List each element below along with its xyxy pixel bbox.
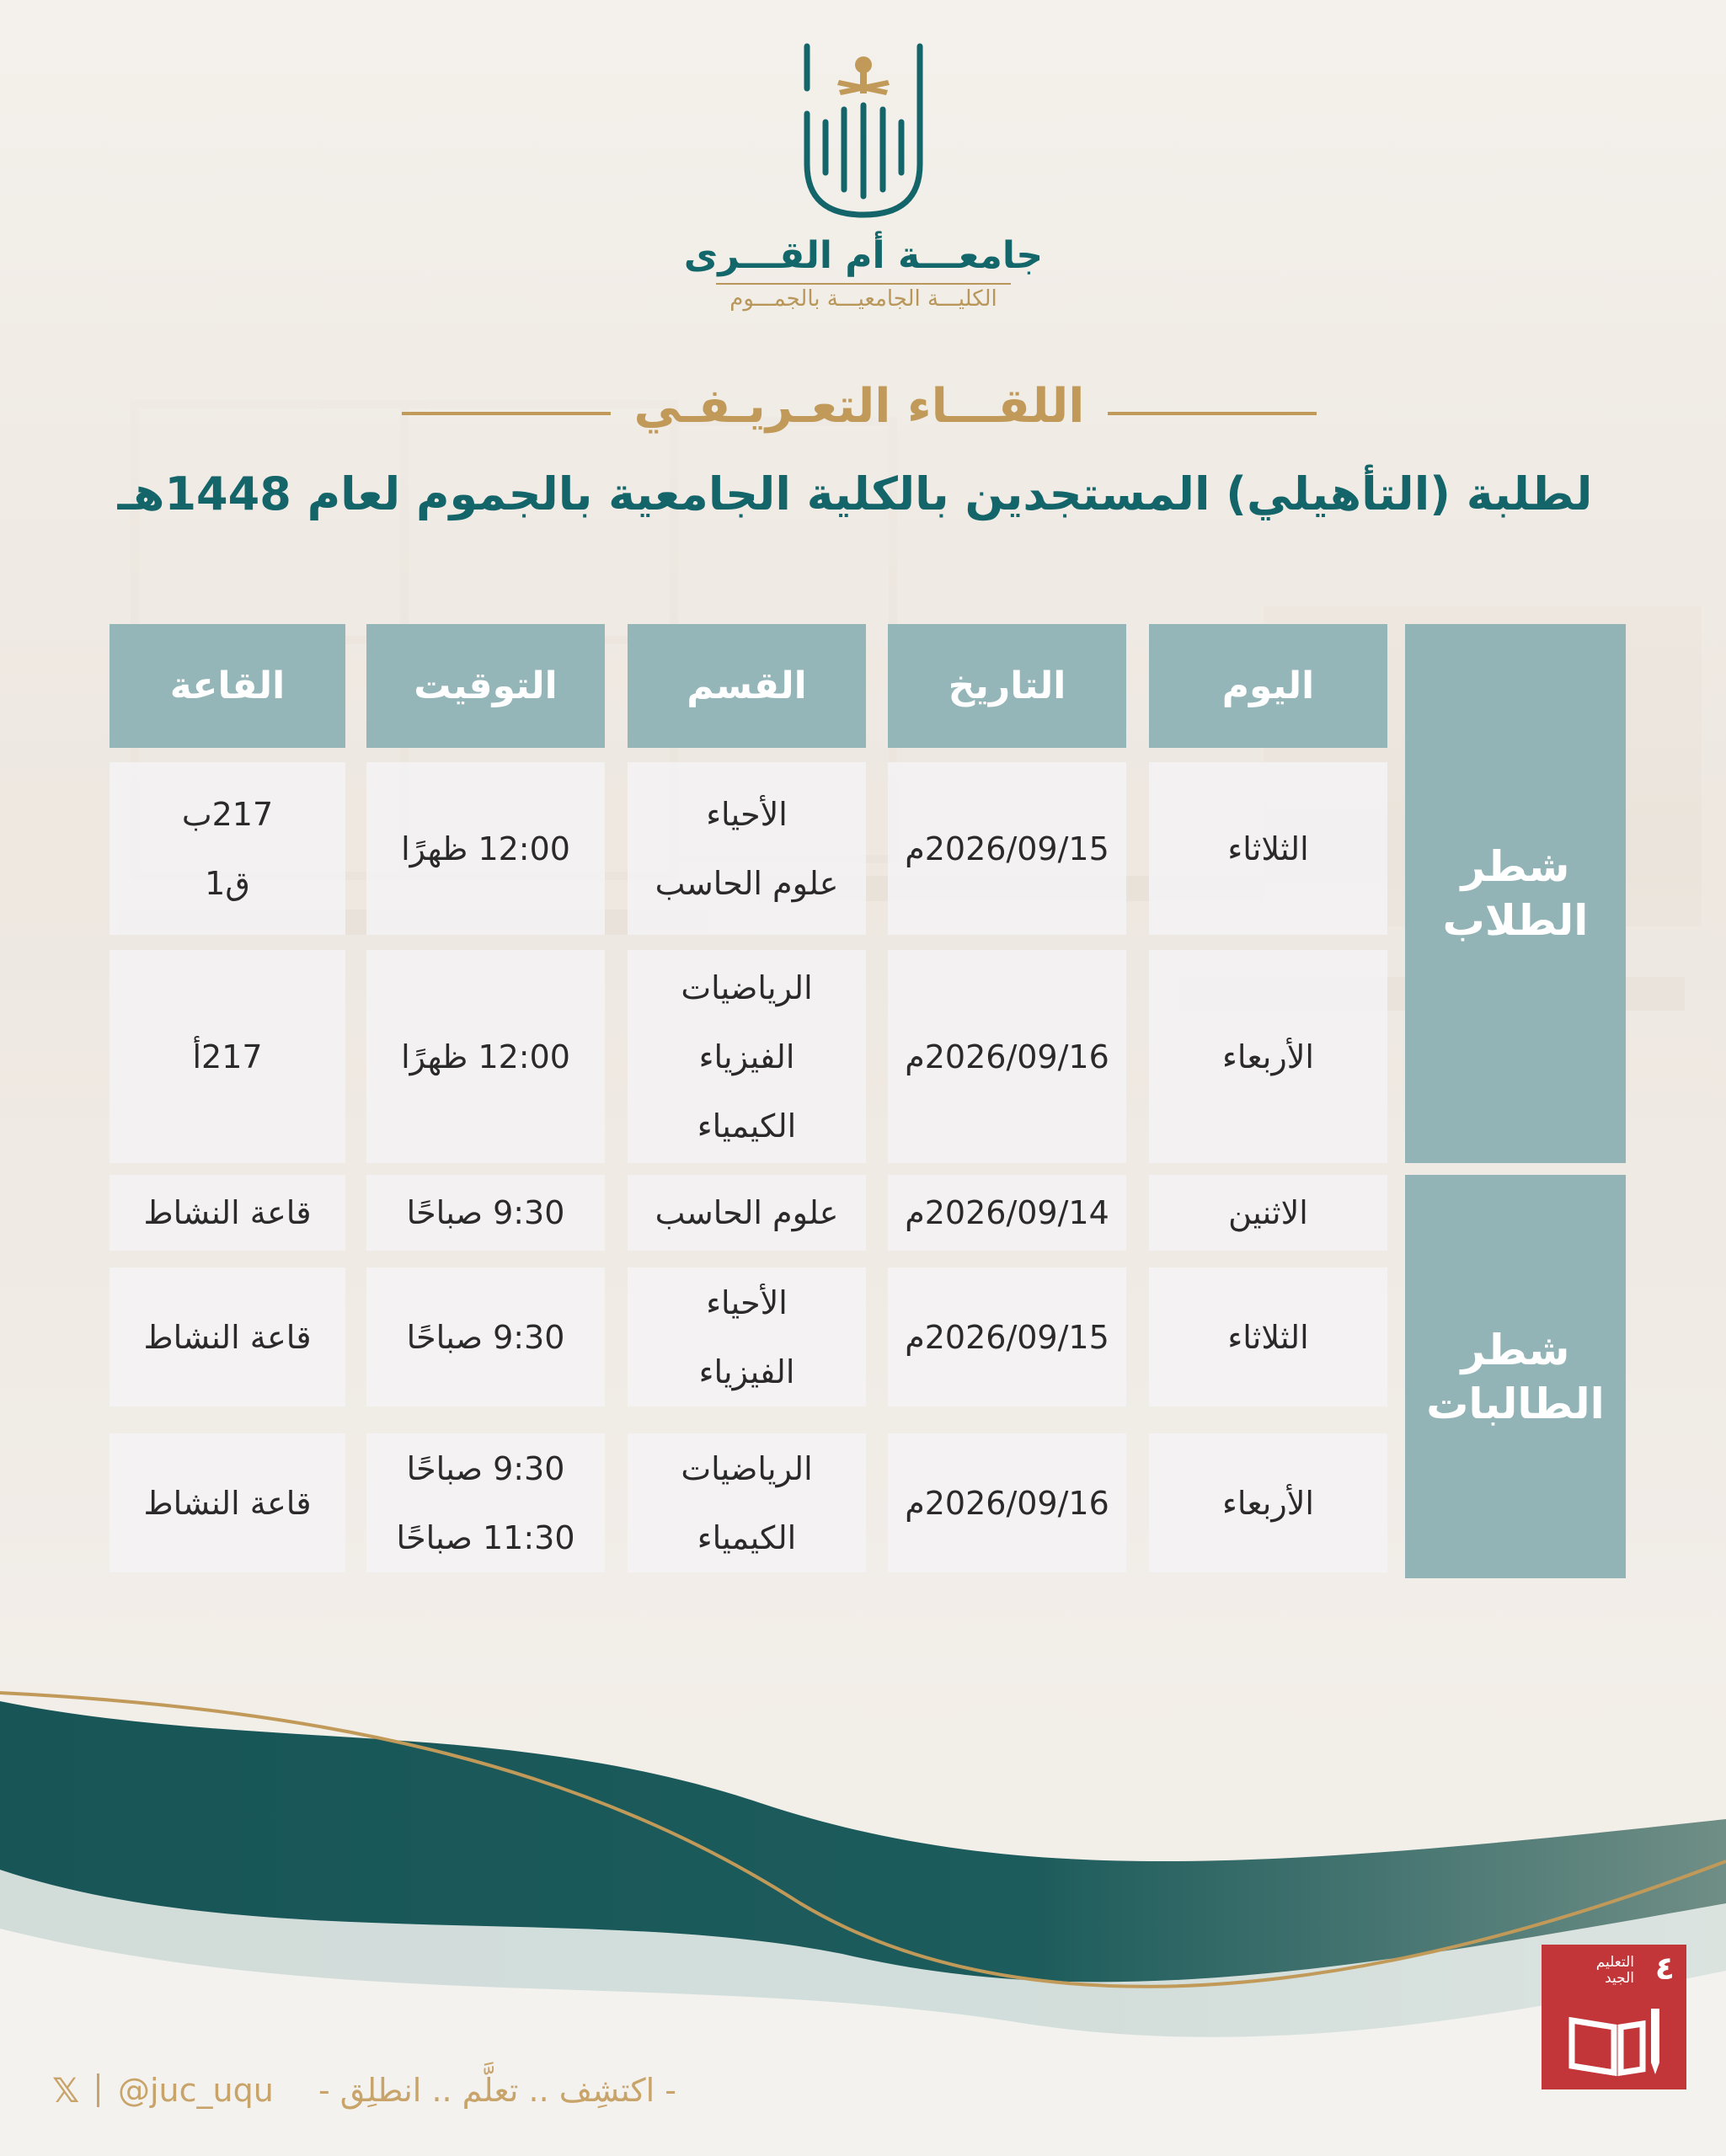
row5-hall: قاعة النشاط (110, 1433, 345, 1572)
title-line-right (1108, 412, 1317, 415)
header-department: القسم (628, 624, 866, 748)
row2-time: 12:00 ظهرًا (366, 950, 605, 1163)
header-hall: القاعة (110, 624, 345, 748)
title-line-left (402, 412, 611, 415)
page-title: اللقـــاء التعـريـفـي (633, 379, 1085, 434)
row2-hall: 217أ (110, 950, 345, 1163)
row5-department: الرياضيات الكيمياء (628, 1433, 866, 1572)
group-female (1405, 1175, 1626, 1578)
page-subtitle: لطلبة (التأهيلي) المستجدين بالكلية الجامعية بالجموم لعام 1448هـ (117, 467, 1593, 520)
row4-date: 2026/09/15م (888, 1267, 1126, 1406)
row3-date: 2026/09/14م (888, 1175, 1126, 1251)
group-male-line1: شطر (1461, 842, 1570, 891)
group-male (1405, 624, 1626, 1163)
row1-department: الأحياء علوم الحاسب (628, 762, 866, 935)
row5-time: 9:30 صباحًا 11:30 صباحًا (366, 1433, 605, 1572)
row1-date: 2026/09/15م (888, 762, 1126, 935)
row4-day: الثلاثاء (1149, 1267, 1387, 1406)
header-time: التوقيت (366, 624, 605, 748)
row3-day: الاثنين (1149, 1175, 1387, 1251)
row3-time: 9:30 صباحًا (366, 1175, 605, 1251)
sdg-number: ٤ (1654, 1950, 1675, 1987)
university-name: جامعـــة أم القـــرى (683, 234, 1044, 277)
row5-date: 2026/09/16م (888, 1433, 1126, 1572)
college-name: الكليـــة الجامعيـــة بالجمـــوم (729, 286, 997, 312)
university-logo-icon (797, 38, 930, 223)
logo-divider (716, 283, 1011, 285)
x-logo-icon[interactable]: 𝕏 (52, 2072, 80, 2111)
row1-hall: 217ب ق1 (110, 762, 345, 935)
group-male-line2: الطلاب (1442, 896, 1589, 945)
row3-department: علوم الحاسب (628, 1175, 866, 1251)
row3-hall: قاعة النشاط (110, 1175, 345, 1251)
row2-day: الأربعاء (1149, 950, 1387, 1163)
row4-hall: قاعة النشاط (110, 1267, 345, 1406)
header-day: اليوم (1149, 624, 1387, 748)
header-date: التاريخ (888, 624, 1126, 748)
footer-divider (97, 2073, 99, 2107)
row4-time: 9:30 صباحًا (366, 1267, 605, 1406)
footer-slogan: - اكتشِف .. تعلَّم .. انطلِق - (318, 2072, 676, 2109)
sdg-label: التعليم الجيد (1595, 1954, 1634, 1987)
group-female-line1: شطر (1461, 1325, 1570, 1374)
group-female-line2: الطالبات (1426, 1379, 1605, 1428)
social-handle[interactable]: @juc_uqu (118, 2072, 274, 2109)
row4-department: الأحياء الفيزياء (628, 1267, 866, 1406)
row2-department: الرياضيات الفيزياء الكيمياء (628, 950, 866, 1163)
row2-date: 2026/09/16م (888, 950, 1126, 1163)
row1-day: الثلاثاء (1149, 762, 1387, 935)
row5-day: الأربعاء (1149, 1433, 1387, 1572)
sdg-quality-education-badge (1542, 1945, 1686, 2089)
book-pen-icon (1567, 2004, 1668, 2079)
row1-time: 12:00 ظهرًا (366, 762, 605, 935)
